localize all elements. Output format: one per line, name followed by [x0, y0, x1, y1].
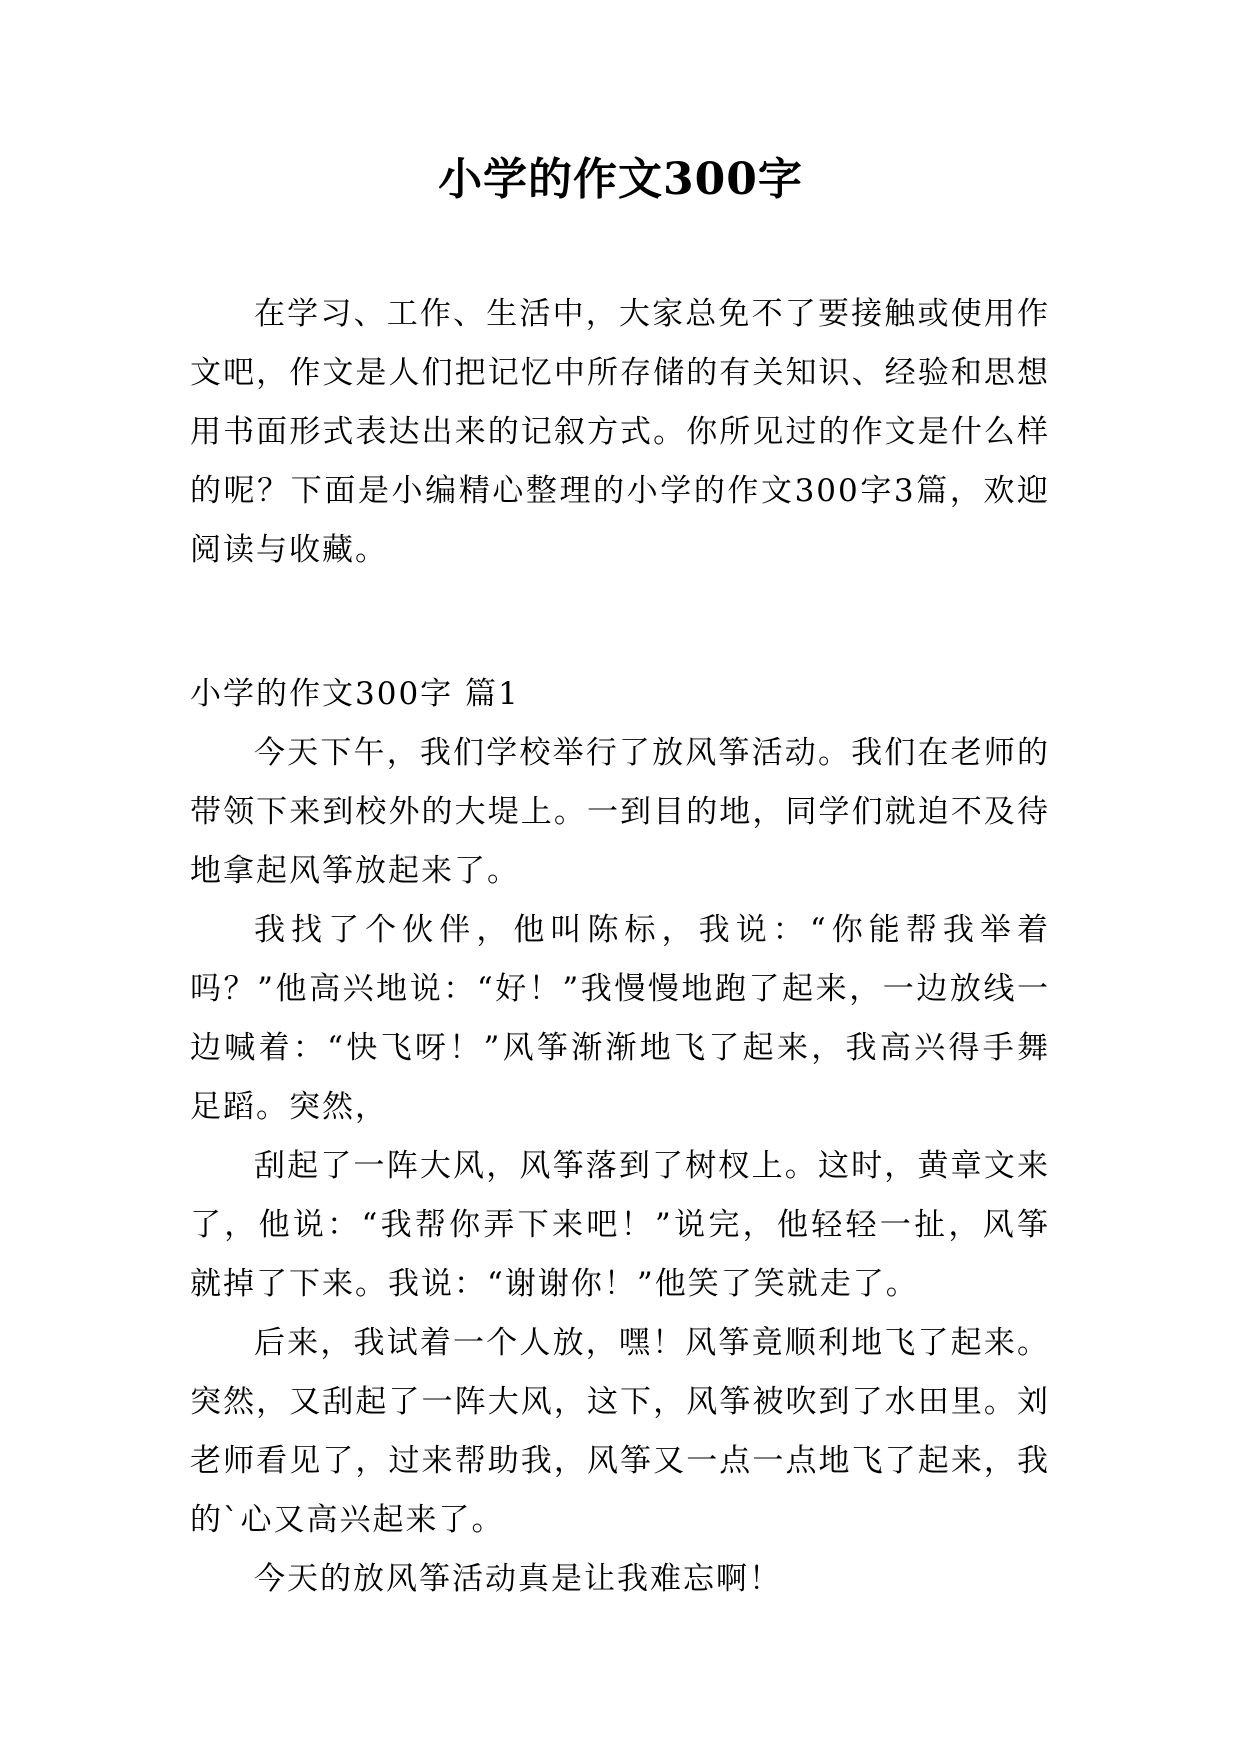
body-paragraph: 今天的放风筝活动真是让我难忘啊！ — [254, 1561, 782, 1597]
document-title: 小学的作文300字 — [438, 154, 803, 205]
body-paragraph: 今天下午，我们学校举行了放风筝活动。我们在老师的带领下来到校外的大堤上。一到目的地，同学们就迫不及待地拿起风筝放起来了。 — [190, 735, 1050, 889]
intro-paragraph: 在学习、工作、生活中，大家总免不了要接触或使用作文吧，作文是人们把记忆中所存储的有关知识、经验和思想用书面形式表达出来的记叙方式。你所见过的作文是什么样的呢？下面是小编精心整理的小学的作文300字3篇，欢迎阅读与收藏。 — [190, 296, 1050, 568]
body-paragraph: 我找了个伙伴，他叫陈标，我说：“你能帮我举着吗？”他高兴地说：“好！”我慢慢地跑了起来，一边放线一边喊着：“快飞呀！”风筝渐渐地飞了起来，我高兴得手舞足蹈。突然， — [190, 912, 1050, 1125]
body-paragraph: 刮起了一阵大风，风筝落到了树杈上。这时，黄章文来了，他说：“我帮你弄下来吧！”说完，他轻轻一扯，风筝就掉了下来。我说：“谢谢你！”他笑了笑就走了。 — [190, 1148, 1050, 1302]
body-paragraph: 后来，我试着一个人放，嘿！风筝竟顺利地飞了起来。突然，又刮起了一阵大风，这下，风筝被吹到了水田里。刘老师看见了，过来帮助我，风筝又一点一点地飞了起来，我的`心又高兴起来了。 — [190, 1325, 1050, 1538]
section-heading: 小学的作文300字 篇1 — [190, 676, 520, 712]
document-body — [190, 285, 1050, 1609]
